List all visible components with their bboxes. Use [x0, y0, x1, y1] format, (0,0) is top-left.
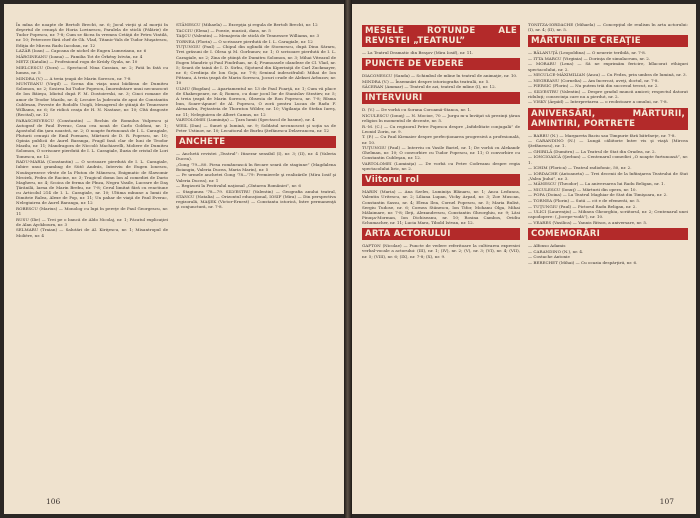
list-item: — TORNEA (Florin) — Sută — cit e de efemerăi, nr. 5. — [528, 198, 641, 203]
list-item: MĂRGINEANU (Ioana) — Familia Tot de Örkény István, nr. 4 — [16, 53, 143, 59]
list-item: PARASCHIVESCU (Constantin) — Rechin de Romulus Vulpescu şi Autograf de Paul Everac, Casa cea nouă de Carlo Goldoni, nr. 1; Apostolul din ţara noastră, nr. 2; O noapte furtunoasă de I. L. Caragiale, Fluturii cenuşii de Emil Poenaru, Mărturii de D. R. Popescu, nr. 10; Opinia publică de Aurel Baranga, Fragil însă clar de luni de Teodor Mazilu, nr. 11; Mandragora de Niccolò Machiavelli, Moliere de Dumitru Solomon, O scrisoare pierdută de I. L. Caragiale, Iluzia de cristal de Lori Tomescu, nr. 12 — [16, 117, 168, 159]
list-item: ULMU (Bogdan) — Apartamentul nr. 13 de Paul Foarţă, nr. 1; Cum vă place de Shakespeare, nr. 4; Romeo, cu doar jocul lor de Stanislav Stratiev, nr. 5; A treia ţeapă de Marin Sorescu, Obsesia de Ron Popescu, nr. 7-8; Rîsma bun, Soare-Apune! de Al. Popescu, O zoră pentru Lucan de Radu F. Alexandru, Pejtasteia de Thornton Wilder, nr. 10; Vigilanţa de Stefan Iureş, nr. 11; Nelegiuirea de Albert Camus, nr. 12 — [176, 85, 336, 117]
list-item: GAFTON (Nicolae) — Puncte de vedere referitoare la cultivarea expresiei verbal-vocale a actorului: (III), nr. 1; (IV), nr. 2; (V), nr. 3; (VI), nr. 4; (VII), nr. 5; (VIII), nr. 6; (IX), nr. 7-8; (X), nr. 9. — [362, 243, 520, 259]
section-heading-aniversari: ANIVERSĂRI, MĂRTURII, AMINTIRI, PORTRETE — [528, 108, 688, 130]
list-item: METZ (Katalin) — Profesionul rogu de Krúdy Gyula, nr. 10 — [16, 59, 138, 65]
list-item: TUŢUNGIU (Paul) — Interviu cu Vasile Bariel, nr. 1; De vorbă cu Alekandr Ghelman, nr. 10; O convorbire cu Tudor Popescu, nr. 11; O convorbire cu Constantin Cubleşan, nr. 12. — [362, 145, 520, 161]
list-item: — NECULCE-MĂXIMILIAN (Anca) — Cu Fedra, prin umbra de lumină, nr. 3. — [528, 72, 687, 78]
list-item: — NICULESCU (Ionuţ) — Mărturii din opera, nr. 10. — [528, 186, 637, 192]
list-item: — La Teatrul Dramatic din Braşov (Mira Iosif), nr. 11. — [362, 50, 474, 55]
list-item: — SILVESTRU (Valentin) — Despre gradul muncii amicei; respectul datorat riduluţi; consecinţa care nu a pierdut, nr. 2. — [528, 88, 688, 99]
list-item: MUNTEANU (Virgil) — Scena din viaţa unui bădăran de Dumitru Solomon, nr. 2; Sosirea lui Tudor Popescu, Îmormîntare unui necunoscut de Ion Băieşu, Idiotul după F. M. Dostoievski, nr. 3; Cinci romane de amor de Teodor Mazilu, nr. 4; Lecuire la Judecata de apoi de Constantin Cublesan, Poveste de Rodolfo Usigli, Mesagerul de ştiinţă de Tennessee Williams, nr. 6; Se ridică ceaţa de H. N. Nastase, nr. 10; Cîtă dragoste (Recital), nr. 12 — [16, 81, 168, 117]
list-item: — Stagiunea '78—79. SILVESTRU (Valentin) — Geografia anului teatral, STANCU (Natalia) — Orizontul educaţional, IOSIF (Mira) — Din perspectiva regizorală, MAŞEK (Victor-Ernest) — Constanta istorică, între permanenţă şi conjunctură, nr. 7-8. — [176, 188, 336, 210]
list-item: MARIN (Maria) — Ana Szeles, Luminiţa Blănaru, nr. 1; Anca Ledunca, Valentin Uritescu, nr. 2; Liliana Lupan, Vicky Arpad, nr. 3; Zoe Muscan, Constantin Sassu, nr. 4; Elena Ilea, Cornel Popescu, nr. 5; Maria Bulist, Sergiu Tudose, nr. 6; Cornea Stănescu, Ion Tifor, Mohanu Olga, Mihai Mălaimare, nr. 7-8; Ileţi, Alexandrescu, Constantin Gheorghiu, nr. 9; Lăsi Pinuşa-Morman, Ion Dichiseanu, nr. 10; Rosina Cambos, Ovidiu Schumacher, nr. 11; Lucia Mara, Tibold Istvan, nr. 12. — [362, 189, 520, 226]
page-number: 107 — [659, 497, 674, 506]
list-item: T. (P.) — Cu Paul Kirmaier despre perfecţionarea progresivă a profesională, nr. 10. — [362, 134, 520, 145]
list-item: — Regizorii la Festivalul naţional „Cîntarea României”, nr. 6 — [176, 183, 301, 189]
list-item: — BARBU (N.) — Margareta Baciu sau Timpurie fără bătrîneţe, nr. 7-8. — [528, 132, 676, 138]
list-item: În mîna de noapte de Bertolt Brecht, nr. 6; Jocul vieţii şi al morţii în deşertul de cenuşă de Horia Lovinescu, Paralela de sticlă (Pălărie) de Tudor Popescu, nr. 7-8; Cum se făcea în vremea Cetăţii de Petru Vintilă, nr. 10; Petrecere fără chef de Gh. Vlad, Titanic-Vals de Tudor Muşatescu, Ediţia de Mircea Radu Iacoban, nr. 12 — [16, 22, 168, 48]
list-item: SĂCERAN (Ammar) — Teatrul de azi, teatrul de mîine (I), nr. 12. — [362, 84, 497, 90]
list-item: — CARANDINO (N.), nr. 4. — [528, 248, 584, 254]
list-item: — MORARU (Lena) — Să ne exprimăm fericire, bîlacorat ethiquei spectacolului, nr. 2. — [528, 61, 688, 72]
list-item: — TUŢUNGIU (Paul) — Pictorul Radu Beligan, nr. 2. — [528, 203, 637, 209]
right-column-1 — [362, 22, 520, 488]
list-item: VARTOLOMEI (Luminiţa) — Ţara lumii (Spectacol de basme), nr. 4 — [176, 117, 315, 123]
left-column-2 — [176, 22, 336, 488]
list-item: TORNEA (Florin) — O scrisoare pierdută de I. L. Caragiale, nr. 12 — [176, 38, 313, 44]
list-item: „Gong '79—80. Piesa românească în fiecare seară de stagiune” (Magdalena Boiangiu, Valeria Ducea, Maria Marin), nr. 5 — [176, 161, 336, 172]
list-item: — MĂNESCU (Theodor) — La aniversarea lui Radu Beligan, nr. 1. — [528, 181, 665, 187]
page-number: 106 — [46, 497, 61, 506]
list-item: — PIERSIC (Florin) — Nu putem trăi din succesul trecut, nr. 2. — [528, 83, 659, 89]
right-page — [352, 4, 696, 514]
section-heading-comemorari: COMEMORĂRI — [528, 228, 688, 240]
list-item: — VEARES (Vasilica) — Yannis Ritsos, a aniversare, nr. 5. — [528, 219, 648, 225]
list-item: — ICHIM (Florica) — Teatrul radiofonic, 50, nr. 2. — [528, 165, 632, 171]
list-item: TAŞCU (Valentin) — Menajeria de sticlă de Tennessee Williams, nr. 3 — [176, 33, 320, 39]
list-item: MIELCESCU (Dora) — Spectacol Nina Cassian, nr. 2; Fată în fată cu lumea, nr. 5 — [16, 64, 168, 75]
list-item: VARTOLOMEI (Luminiţa) — De vorbă cu Petre Codreanu despre regia spectacolului liric, nr. 2. — [362, 160, 520, 172]
list-item: TUŢUNGIU (Paul) — Chipul din oglindă de Stoenescu, după Dinu Săraru, Trei grăsuni de I. Olesa şi M. Gorbunov, nr. 1; O scrisoare pierdută de I. L. Caragiale, nr. 2; Zina de ştiinţă de Dumitru Solomon, nr. 3; Mihai Viteazul de Eugen Mandric şi Paul Findrihan, nr. 4; Frumoasele olandeze de Cl. Vlad, nr. 5; Seară de taină de I. D. Sirbu, Gijoturul din Kiperiniţă de Carl Zuckmayer, nr. 6; Credinţa de Ion Goja, nr. 7-8; Seninul indescifrabil: Mihai de Ion Pittanu, A treia ţeapă de Marin Sorescu, Jocuri crude de Aleksei Arbuzov, nr. 10 — [176, 44, 336, 86]
list-item: RADU-MARIA (Constantin) — O scrisoare pierdută de I. L. Caragiale, Iubire unui grambag de Sütő András, Interviu de Eugen Ionescu, Nouăsprezece vîrste de la Pluton de Mănescu, Enigmatic de Slawomir Mrożek, Fedra de Racine, nr. 3; Tragicul domn Ion al comediei de Dario Magheru, nr. 4; Scoica de ferma de Pînza, Negru Vasile, Lucrare de Daş Ţărănilă, Iarna de Marin Brebu, nr. 7-8; Cerul limitat fără cu reactiune cu Articolul 214 de I. L. Caragiale, nr. 10; Ultima mînune a lumii de Dimitrie Ralea, Alexe de Pop, nr. 11; Un pahar de viaţă de Paul Everac, Nelegiuirea de Aurel Baranga, nr. 12 — [16, 159, 168, 206]
section-heading-mese-rotunde: MESELE ROTUNDE ALE REVISTEI „TEATRUL” — [362, 25, 520, 47]
list-item: — IORDACHE (Antoaneta) — Trei decenii de la înfiinţarea Teatrului de Stat „Valea Jiului”, nr. 3. — [528, 170, 688, 181]
list-item: — POPA (Doina) — La Teatrul Maghiar de Stat din Timişoara, nr. 2. — [528, 192, 668, 198]
list-item: — ULICI (Laurenţiu) — Mihnea Gheorghiu, scriitorul, nr. 2; Centenarul unei capodopere: („Jocepe-vodă”), nr. 10. — [528, 209, 688, 220]
list-item: RUSU (Ilie) — Trei pe o bancă de Aldo Nicolaj, nr. 1; Păcatul explicaţiei de Alan Ayckbourn, nr. 3 — [16, 216, 168, 227]
list-item: — BĂLANUŢĂ (Leopoldina) — O neuerie teribilă, nr. 7-8. — [528, 50, 646, 56]
list-item: MINDRA (V.) — Însemnări despre istoriografia teatrală, nr. 5. — [362, 78, 490, 84]
list-item: — BERECHET (Mihai) — Cu ocazia despărţirii, nr. 6. — [528, 259, 638, 265]
list-item: MINDRA (V.) — A treia ţeapă de Marin Sorescu, nr. 7-8 — [16, 75, 131, 81]
right-column-2 — [528, 22, 688, 488]
list-item: SELMARU (Traian) — Salutări de Al. Kiriţescu, nr. 1; Misantropul de Molière, nr. 4 — [16, 227, 168, 238]
list-item: — CARANDINO (N.) — Lungă căliitorie între vis şi viaţă (Mircea Ştefănescu), nr. 1. — [528, 138, 688, 149]
list-item: R.-M. (C.) — Cu regizorul Petre Popescu despre „Infidelitate conjugală” de Leonid Zorin, nr. 9. — [362, 123, 520, 134]
list-item: WEIL (Dan) — Sunet şi lumină, nr. 9; Soldatul necunoscut şi soţia sa de Peter Ustinov, nr. 10; Lecuitorul de Burbu Ştefănescu Delavrancea, nr. 12 — [176, 122, 336, 133]
list-item: — NEGREANU (Cornelia) — Am încercat, aveţi, doctul, nr. 7-8. — [528, 77, 659, 83]
list-item: NICULESCU (Ionuţ) — N. Mocioe, 70 — Jurgu m-a învăţat să prezinţi ţăran religios în momentul de decente, nr. 5. — [362, 112, 520, 124]
list-item: ROBESCU (Marius) — Monolog cu lupi în pereţe de Paul Georgescu, nr. 11 — [16, 205, 168, 217]
left-column-1 — [16, 22, 168, 488]
list-item: — Anchetă revistei „Teatrul”: Itinerar sensibil (I), nr. 3; (II), nr. 4 (Valeria Ducea). — [176, 151, 336, 162]
list-item: D. (V.) — De vorbă cu Sorana Coroamă-Stanca, nr. 1. — [362, 107, 472, 113]
list-item: — GHIRILĂ (Dumitru) — La Teatrul de Stat din Oradea, nr. 2. — [528, 148, 656, 154]
list-item: TONITZA-IORDACHE (Mihaela) — Concepţiul de realism în arta actorului: (I), nr. 4; (II), nr. 5. — [528, 22, 688, 33]
section-heading-interviuri: INTERVIURI — [362, 92, 520, 104]
list-item: LAZĂR (Ioan) — Capcana de nichel de Eugen Lumezianu, nr. 6 — [16, 48, 147, 54]
list-item: — Costache Antonie — [528, 254, 570, 260]
list-item: STĂNESCU (Mihaela) — Excepţia şi regula de Bertolt Brecht, nr. 12 — [176, 22, 318, 27]
list-item: — Pe urmele anchetei Gong '78—'79: Premierele şi realizările (Mira Iosif şi Valeria Ducea), nr. 1 — [176, 172, 336, 183]
list-item: — VISKY (Árpád) — Interpretarea — o reobstoare a omului, nr. 7-8. — [528, 99, 668, 105]
list-item: DIACONESCU (Sanda) — Schimbul de mîine în teatrul de animaţie, nr. 10. — [362, 73, 518, 79]
list-item: TACCIU (Elena) — Poezie, muzică, dans, nr. 5 — [176, 27, 271, 33]
section-heading-puncte-de-vedere: PUNCTE DE VEDERE — [362, 58, 520, 70]
section-heading-arta-actorului: ARTA ACTORULUI — [362, 228, 520, 240]
section-heading-marturii-de-creatie: MĂRTURII DE CREAŢIE — [528, 35, 688, 47]
section-heading-anchete: ANCHETE — [176, 136, 336, 148]
list-item: — IONCIOAICĂ (Şerban) — Centenarul comediei „O noapte furtunoasă”, nr. 1. — [528, 154, 688, 165]
list-item: — ITTA MARCU (Virginia) — Dorinţa de simulacrum, nr. 2. — [528, 55, 651, 61]
book-gutter — [344, 0, 352, 518]
section-heading-viitorul-rol: Viitorul rol — [362, 174, 520, 186]
list-item: — Alfonso Adamis — [528, 242, 566, 248]
left-page — [4, 4, 344, 514]
